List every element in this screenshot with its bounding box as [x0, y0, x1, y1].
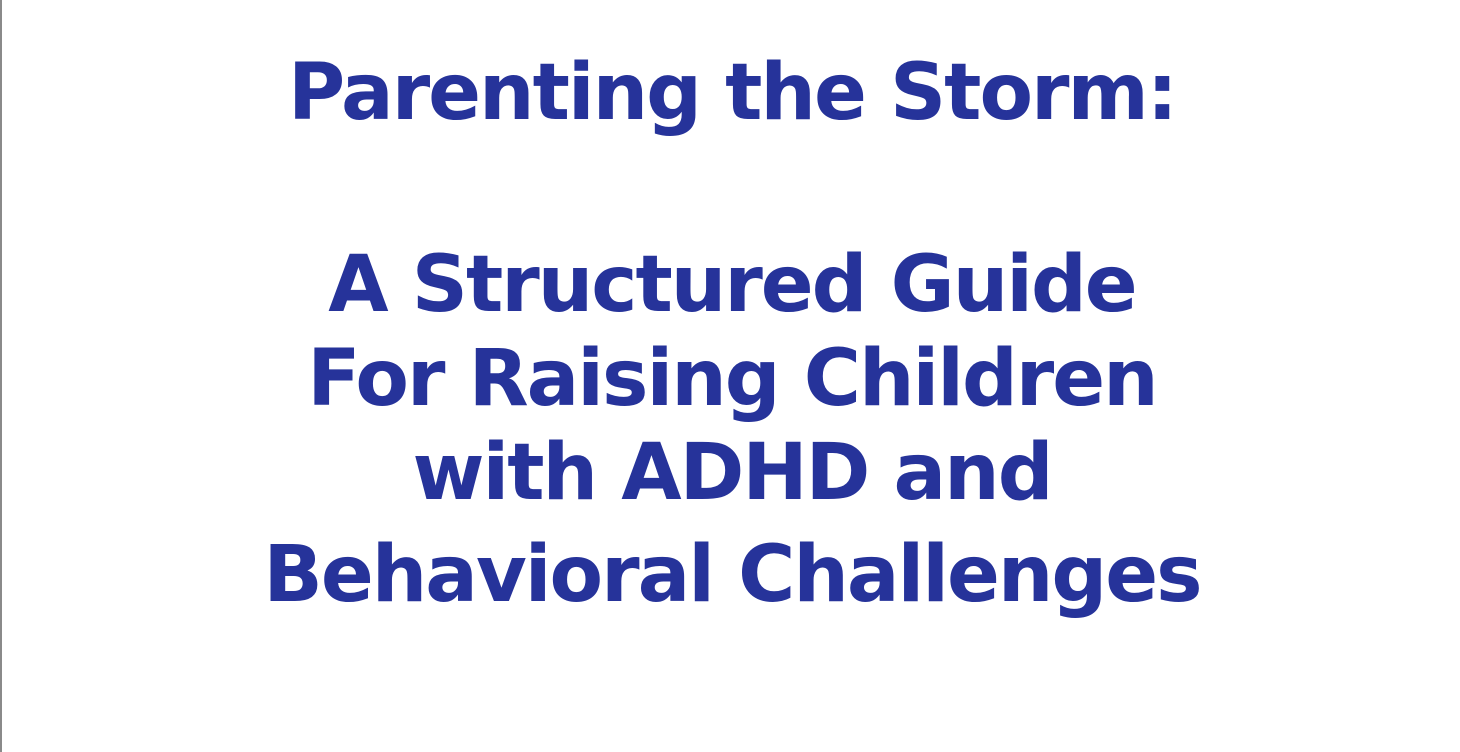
subtitle-line-1: A Structured Guide — [328, 240, 1136, 330]
subtitle-line-4: Behavioral Challenges — [263, 530, 1201, 620]
subtitle-line-2: For Raising Children — [307, 334, 1157, 424]
book-title: Parenting the Storm: — [287, 48, 1176, 138]
subtitle-line-3: with ADHD and — [412, 428, 1052, 518]
